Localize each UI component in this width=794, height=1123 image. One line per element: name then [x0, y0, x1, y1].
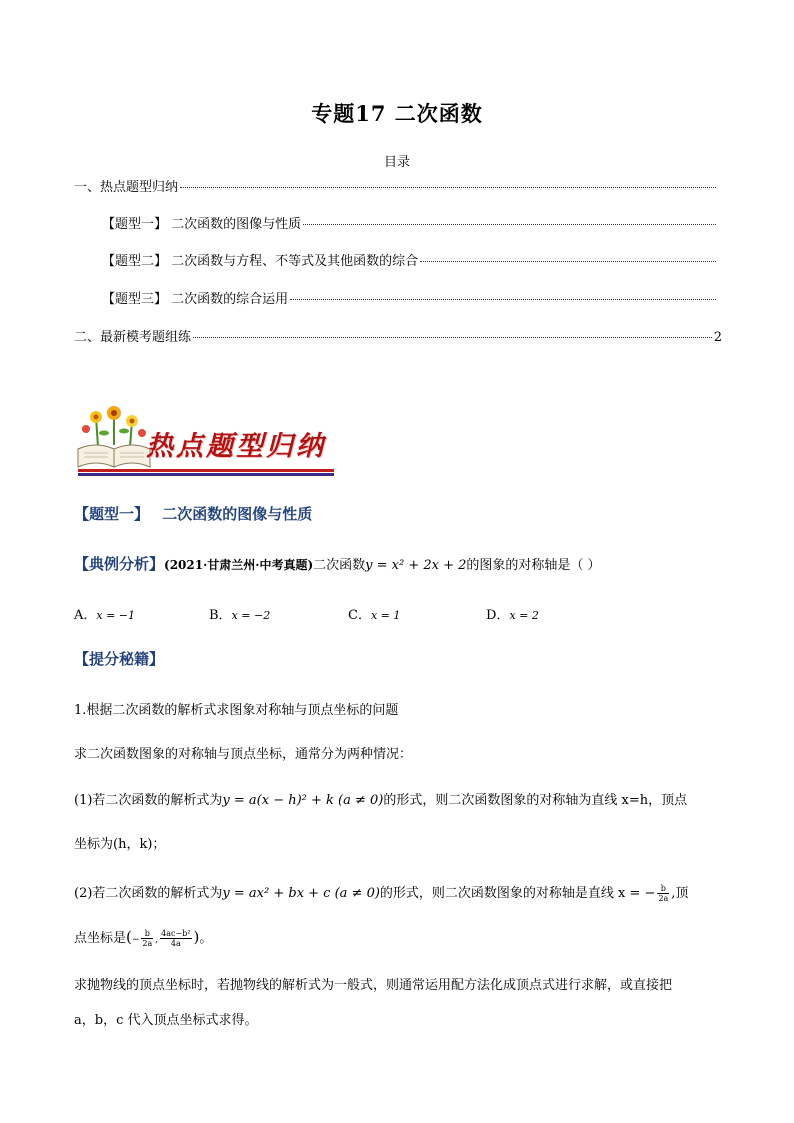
- page-title: 专题17 二次函数: [311, 101, 483, 126]
- banner-underline-purple: [78, 473, 334, 476]
- tips-paragraph-4: (2)若二次函数的解析式为y = ax² + bx + c (a ≠ 0)的形式，则二次函数图象的对称轴是直线 x = − $\frac{b}{2a}$ ,顶: [74, 884, 689, 903]
- section-heading-type-1: 【题型一】 二次函数的图像与性质: [74, 505, 313, 523]
- option-b[interactable]: B．x = −2: [209, 608, 271, 623]
- toc-heading: 目录: [383, 155, 410, 170]
- toc-leader: [303, 224, 716, 225]
- tips-paragraph-3: (1)若二次函数的解析式为y = a(x − h)² + k (a ≠ 0)的形式，则二次函数图象的对称轴为直线 x=h，顶点: [74, 793, 688, 808]
- banner-underline-red: [78, 469, 334, 472]
- open-book-icon: [78, 445, 150, 467]
- tips-heading: 【提分秘籍】: [74, 650, 165, 668]
- example-equation: y = x² + 2x + 2: [365, 558, 467, 573]
- option-c[interactable]: C．x = 1: [348, 608, 401, 623]
- axis-fraction: $\frac{b}{2a}$: [658, 884, 669, 903]
- toc-item-type-1[interactable]: 【题型一】 二次函数的图像与性质: [102, 213, 722, 232]
- toc-item-practice[interactable]: 二、最新模考题组练 2: [74, 330, 722, 345]
- toc-leader: [180, 187, 716, 188]
- example-source: (2021·甘肃兰州·中考真题): [164, 558, 314, 572]
- tips-paragraph-4-line-2: 点坐标是(− $\frac{b}{2a}$ , $\frac{\text{4ac−b²}}{4a}$ )。: [74, 928, 213, 948]
- flower-icon: [82, 406, 146, 447]
- tips-paragraph-2: 求二次函数图象的对称轴与顶点坐标，通常分为两种情况：: [74, 747, 413, 762]
- tips-paragraph-1: 1.根据二次函数的解析式求图象对称轴与顶点坐标的问题: [74, 703, 399, 718]
- option-d[interactable]: D．x = 2: [486, 608, 539, 623]
- toc-item-hot-topics[interactable]: 一、热点题型归纳: [74, 176, 722, 195]
- toc-leader: [193, 337, 712, 338]
- toc-item-type-3[interactable]: 【题型三】 二次函数的综合运用: [102, 288, 722, 307]
- example-question: 【典例分析】(2021·甘肃兰州·中考真题)二次函数y = x² + 2x + 2的图象的对称轴是（ ）: [74, 555, 601, 573]
- vertex-y-fraction: $\frac{\text{4ac−b²}}{4a}$: [161, 929, 191, 948]
- vertex-x-fraction: $\frac{b}{2a}$: [142, 929, 153, 948]
- toc-leader: [290, 299, 716, 300]
- tips-paragraph-5: 求抛物线的顶点坐标时，若抛物线的解析式为一般式，则通常运用配方法化成顶点式进行求解，或直接把: [74, 978, 673, 993]
- banner-title: 热点题型归纳: [146, 431, 326, 462]
- toc-item-type-2[interactable]: 【题型二】 二次函数与方程、不等式及其他函数的综合: [102, 250, 722, 269]
- option-a[interactable]: A．x = −1: [74, 608, 136, 623]
- tips-paragraph-5-line-2: a，b，c 代入顶点坐标式求得。: [74, 1013, 258, 1028]
- toc-leader: [420, 261, 716, 262]
- tips-paragraph-3-line-2: 坐标为(h，k)；: [74, 837, 166, 852]
- example-tag: 【典例分析】: [74, 555, 165, 573]
- vertex-form-equation: y = a(x − h)² + k (a ≠ 0): [222, 793, 384, 808]
- general-form-equation: y = ax² + bx + c (a ≠ 0): [222, 886, 380, 901]
